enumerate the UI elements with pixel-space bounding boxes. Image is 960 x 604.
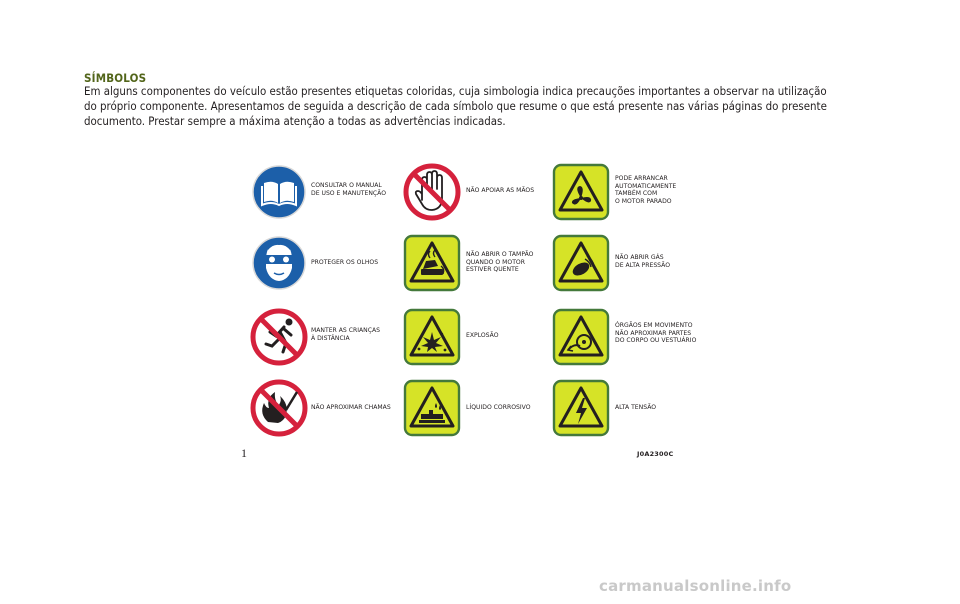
symbols-figure: [242, 156, 718, 458]
symbol-label: EXPLOSÃO: [466, 332, 499, 339]
symbol-label: NÃO APROXIMAR CHAMAS: [311, 404, 391, 411]
moving-parts-warning-icon: [554, 310, 608, 364]
section-heading: SÍMBOLOS: [84, 71, 147, 85]
pressure-gas-warning-icon: [554, 236, 608, 290]
symbol-label: NÃO ABRIR GÁS DE ALTA PRESSÃO: [615, 254, 671, 269]
manual-book-icon: [253, 166, 305, 218]
page-number: 1: [241, 446, 247, 460]
intro-line: do próprio componente. Apresentamos de seguida a descrição de cada símbolo que resume o que está presente nas várias páginas do presente: [84, 99, 827, 113]
symbol-label: ALTA TENSÃO: [615, 404, 657, 411]
hot-cap-warning-icon: [405, 236, 459, 290]
symbol-label: PODE ARRANCAR AUTOMATICAMENTE TAMBÉM COM O MOTOR PARADO: [615, 175, 677, 205]
symbol-label: ÓRGÃOS EM MOVIMENTO NÃO APROXIMAR PARTES DO CORPO OU VESTUÁRIO: [615, 322, 697, 345]
symbol-label: NÃO APOIAR AS MÃOS: [466, 187, 535, 194]
symbol-label: MANTER AS CRIANÇAS À DISTÂNCIA: [311, 327, 381, 342]
symbol-label: CONSULTAR O MANUAL DE USO E MANUTENÇÃO: [311, 182, 387, 197]
no-flames-icon: [253, 382, 305, 434]
safety-goggles-icon: [253, 237, 305, 289]
no-children-icon: [253, 311, 305, 363]
symbol-label: PROTEGER OS OLHOS: [311, 259, 379, 266]
figure-code: J0A2300C: [637, 450, 674, 458]
intro-line: Em alguns componentes do veículo estão presentes etiquetas coloridas, cuja simbologia indica precauções importantes a observar na utilização: [84, 84, 827, 98]
symbol-label: LÍQUIDO CORROSIVO: [466, 404, 531, 411]
corrosive-warning-icon: [405, 381, 459, 435]
watermark-text: carmanualsonline.info: [599, 577, 792, 595]
intro-paragraph: [84, 84, 827, 129]
symbol-label: NÃO ABRIR O TAMPÃO QUANDO O MOTOR ESTIVER QUENTE: [466, 251, 534, 274]
explosion-warning-icon: [405, 310, 459, 364]
fan-warning-icon: [554, 165, 608, 219]
high-voltage-warning-icon: [554, 381, 608, 435]
no-hand-icon: [406, 166, 458, 218]
intro-line: documento. Prestar sempre a máxima atenção a todas as advertências indicadas.: [84, 114, 506, 128]
